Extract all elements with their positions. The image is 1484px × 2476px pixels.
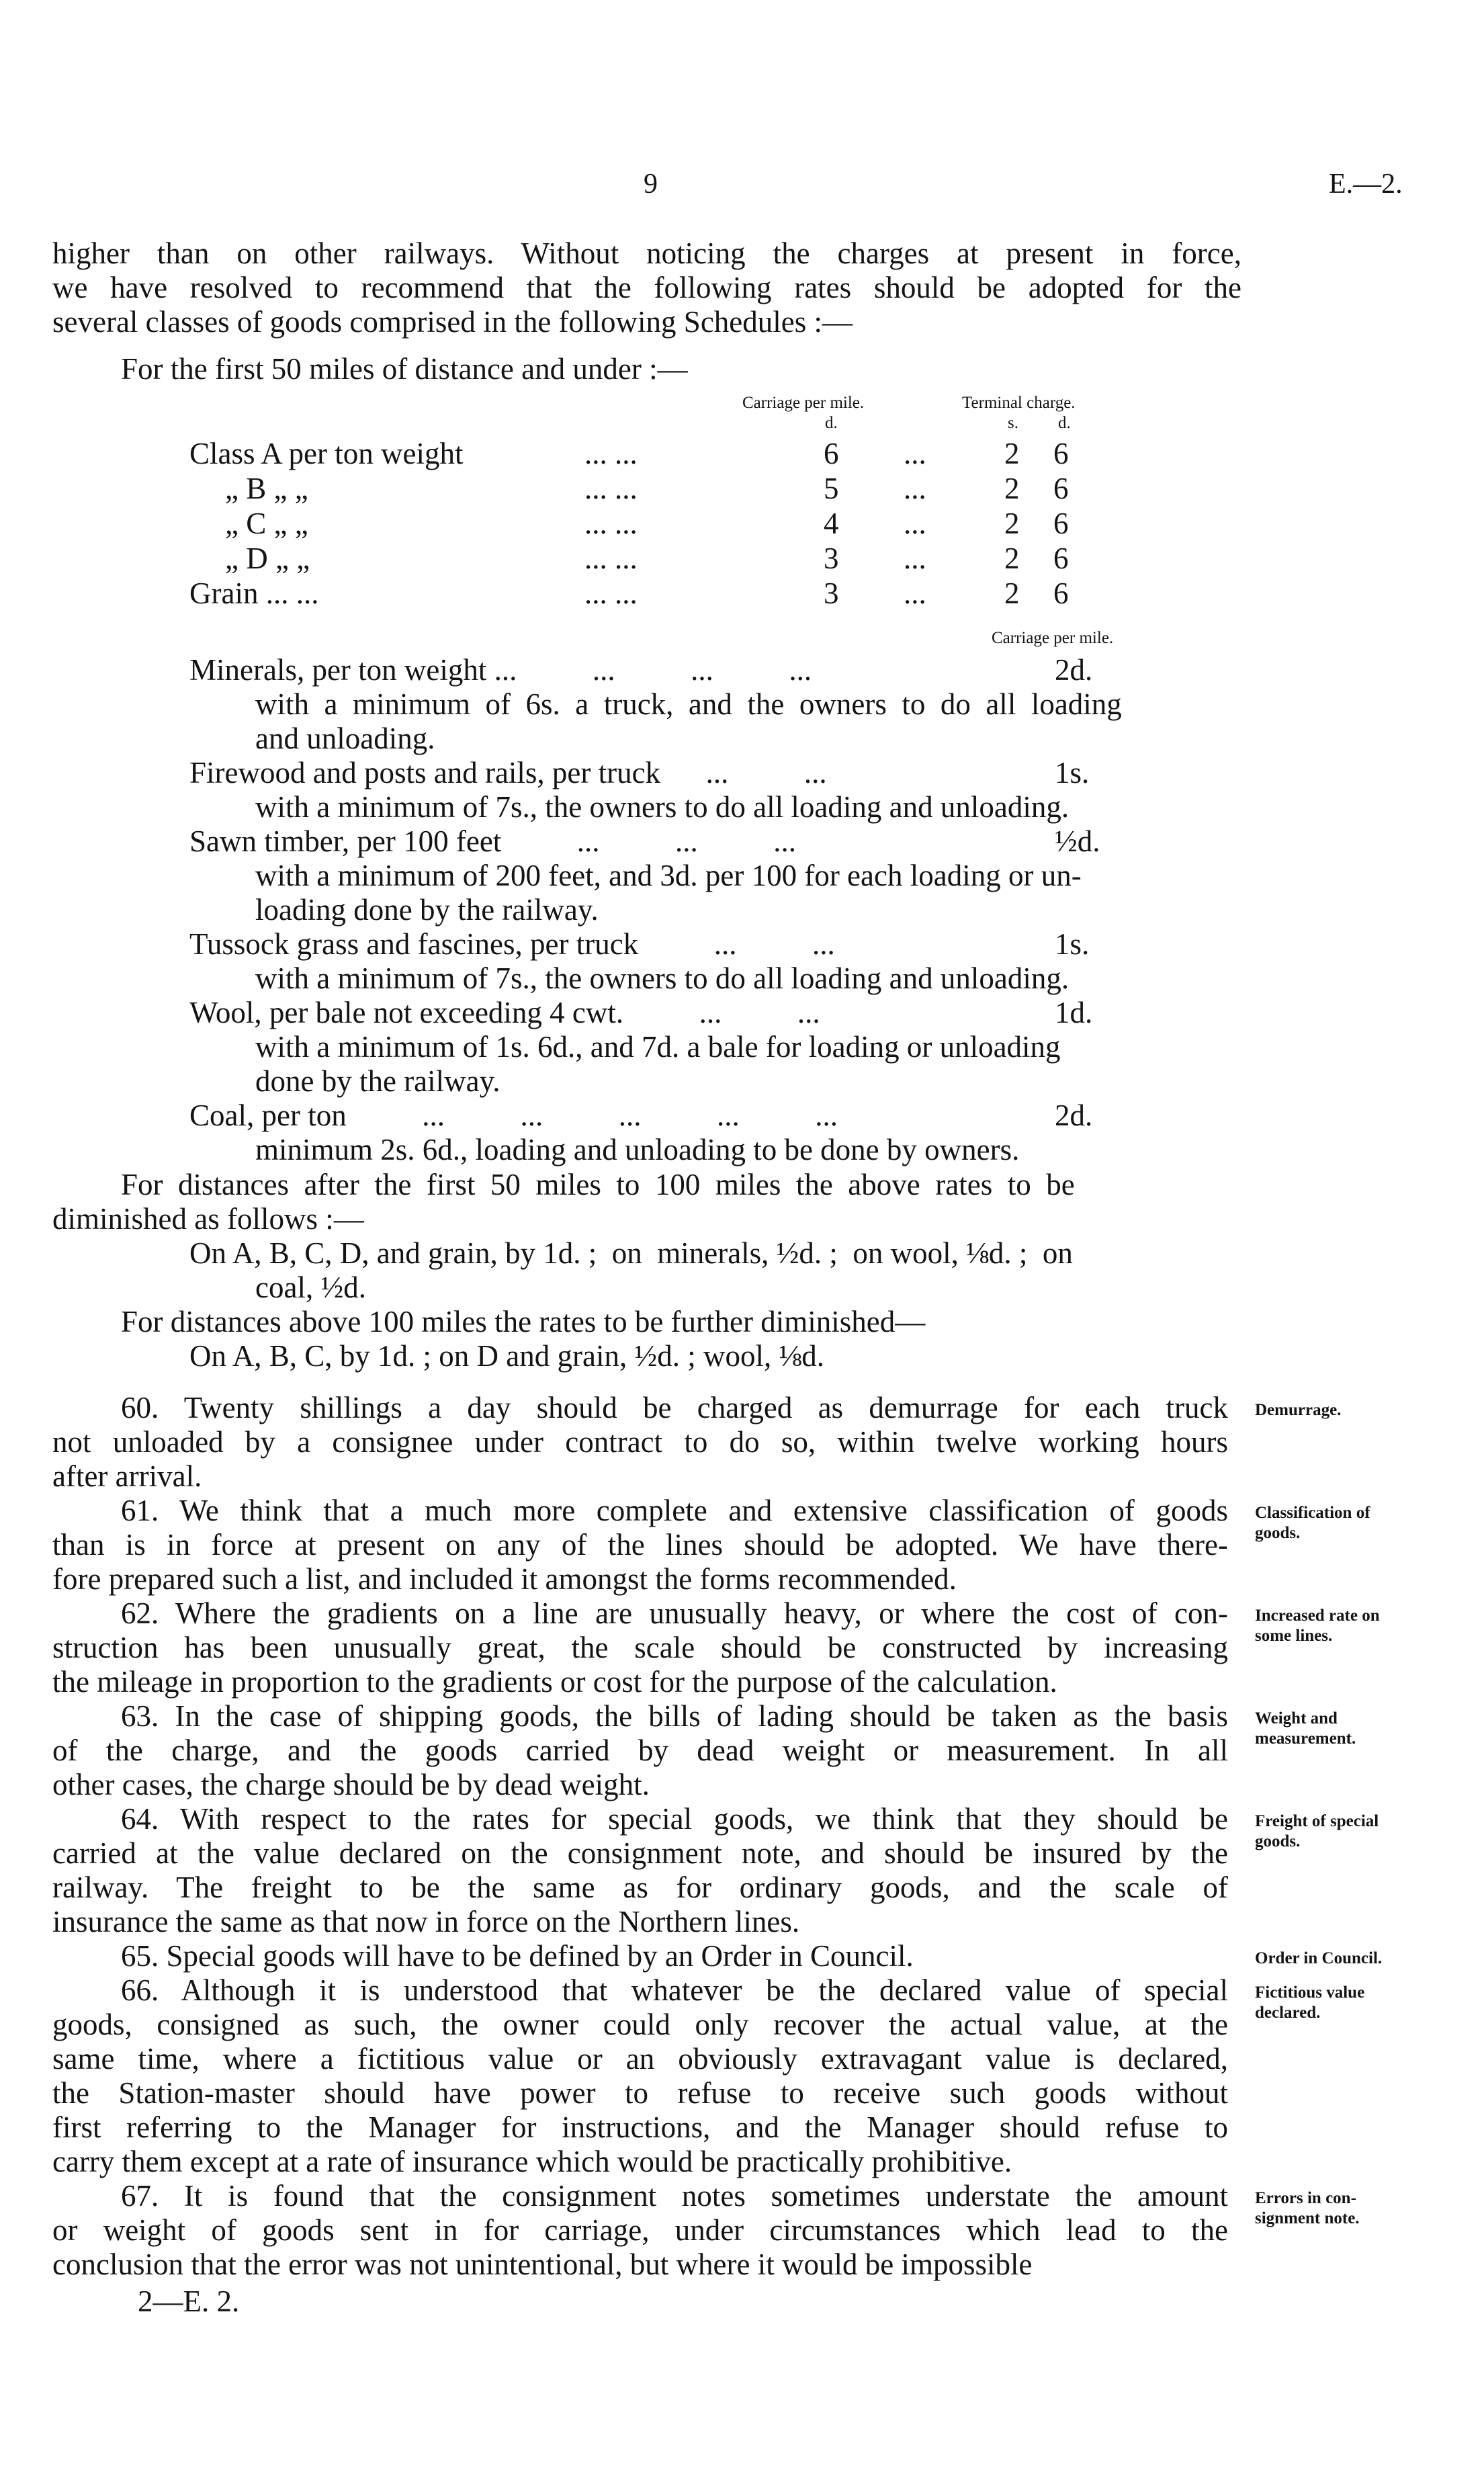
commodity-rate: 1s. [1055, 756, 1090, 789]
page-number: 9 [644, 169, 658, 200]
commodity-name: Tussock grass and fascines, per truck ... ... [189, 927, 835, 961]
paragraph-line: 67. It is found that the consignment notes sometimes understate the amount [121, 2179, 1228, 2213]
schedule-row [0, 507, 1484, 541]
commodity-rate: 1s. [1055, 927, 1090, 961]
commodity-note: with a minimum of 6s. a truck, and the owners to do all loading [255, 687, 1122, 721]
paragraph-line: first referring to the Manager for instructions, and the Manager should refuse to [52, 2110, 1228, 2144]
row-label: „ D „ „ [225, 542, 310, 575]
row-dots: ... [904, 507, 926, 540]
margin-note-freight [1255, 1811, 1483, 1852]
margin-note-errors [1255, 2188, 1483, 2229]
paragraph-line: 60. Twenty shillings a day should be charged as demurrage for each truck [121, 1391, 1228, 1424]
intro-line: several classes of goods comprised in the following Schedules :— [52, 305, 853, 339]
paragraph-62 [52, 1596, 1228, 1699]
paragraph-line: of the charge, and the goods carried by dead weight or measurement. In all [52, 1734, 1228, 1767]
schedule-lead: For the first 50 miles of distance and under :— [121, 352, 688, 386]
diminish-line: coal, ½d. [255, 1271, 366, 1304]
paragraph-line: 65. Special goods will have to be defined by an Order in Council. [121, 1939, 914, 1973]
paragraph-63 [52, 1699, 1228, 1802]
paragraph-line: 63. In the case of shipping goods, the bills of lading should be taken as the basis [121, 1699, 1228, 1733]
schedule-row [0, 472, 1484, 506]
unit-pence: d. [825, 414, 838, 432]
commodity-note: minimum 2s. 6d., loading and unloading to be done by owners. [255, 1133, 1020, 1166]
row-dots: ... [904, 542, 926, 575]
commodity-name: Sawn timber, per 100 feet ... ... ... [189, 824, 797, 858]
signature-mark: 2—E. 2. [138, 2285, 240, 2318]
margin-note-line: Weight and [1255, 1709, 1338, 1727]
intro-paragraph [52, 237, 1241, 339]
row-terminal-pence: 6 [1053, 472, 1069, 505]
commodity-rate: 2d. [1055, 653, 1093, 687]
paragraph-line: carry them except at a rate of insurance which would be practically prohibitive. [52, 2145, 1012, 2178]
row-dots: ... ... [584, 437, 638, 470]
paragraph-line: goods, consigned as such, the owner could only recover the actual value, at the [52, 2008, 1228, 2041]
paragraph-line: 64. With respect to the rates for special goods, we think that they should be [121, 1802, 1228, 1836]
row-terminal-shillings: 2 [1004, 542, 1020, 575]
margin-note-order [1255, 1949, 1483, 1969]
commodity-name: Minerals, per ton weight ... ... ... ... [189, 653, 812, 687]
paragraph-67 [52, 2179, 1228, 2282]
paragraph-line: 61. We think that a much more complete and extensive classification of goods [121, 1494, 1228, 1527]
row-dots: ... ... [584, 577, 638, 610]
row-rate-per-mile: 6 [824, 437, 839, 470]
diminish-line: For distances above 100 miles the rates to be further diminished— [121, 1305, 926, 1338]
margin-note-line: signment note. [1255, 2209, 1360, 2227]
commodity-note: done by the railway. [255, 1064, 500, 1098]
commodity-note: with a minimum of 1s. 6d., and 7d. a bale for loading or unloading [255, 1030, 1061, 1064]
diminish-line: On A, B, C, by 1d. ; on D and grain, ½d. ; wool, ⅛d. [189, 1339, 824, 1373]
row-terminal-pence: 6 [1053, 507, 1069, 540]
row-terminal-pence: 6 [1053, 577, 1069, 610]
commodity-rate: 2d. [1055, 1099, 1093, 1132]
row-dots: ... ... [584, 472, 638, 505]
row-label: „ B „ „ [225, 472, 308, 505]
row-rate-per-mile: 3 [824, 577, 839, 610]
row-rate-per-mile: 5 [824, 472, 839, 505]
paragraph-line: struction has been unusually great, the scale should be constructed by increasing [52, 1631, 1228, 1664]
paragraph-line: other cases, the charge should be by dead weight. [52, 1768, 650, 1801]
row-dots: ... [904, 472, 926, 505]
paragraph-line: 66. Although it is understood that whatever be the declared value of special [121, 1973, 1228, 2007]
commodity-rate: 1d. [1055, 996, 1093, 1029]
paragraph-line: same time, where a fictitious value or an obviously extravagant value is declared, [52, 2042, 1228, 2076]
commodity-note: with a minimum of 7s., the owners to do all loading and unloading. [255, 790, 1070, 824]
row-dots: ... [904, 437, 926, 470]
paragraph-line: 62. Where the gradients on a line are unusually heavy, or where the cost of con- [121, 1596, 1228, 1630]
row-terminal-pence: 6 [1053, 437, 1069, 470]
row-terminal-shillings: 2 [1004, 437, 1020, 470]
row-label: „ C „ „ [225, 507, 308, 540]
paragraph-line: insurance the same as that now in force on the Northern lines. [52, 1905, 800, 1938]
commodity-list [0, 653, 1243, 1177]
margin-note-line: Fictitious value [1255, 1983, 1365, 2002]
margin-note-weight [1255, 1709, 1483, 1749]
row-label: Grain ... ... [189, 577, 319, 610]
row-dots: ... ... [584, 507, 638, 540]
schedule-row [0, 577, 1484, 611]
paragraph-line: the mileage in proportion to the gradients or cost for the purpose of the calculation. [52, 1665, 1057, 1699]
paragraph-line: than is in force at present on any of the lines should be adopted. We have there- [52, 1528, 1228, 1562]
commodity-note: and unloading. [255, 722, 435, 755]
commodity-note: with a minimum of 7s., the owners to do all loading and unloading. [255, 962, 1070, 995]
column-header-carriage: Carriage per mile. [742, 394, 865, 412]
schedule-row [0, 437, 1484, 471]
row-rate-per-mile: 3 [824, 542, 839, 575]
margin-note-line: Errors in con- [1255, 2189, 1356, 2207]
margin-note-line: Freight of special [1255, 1812, 1379, 1830]
intro-line: higher than on other railways. Without noticing the charges at present in force, [52, 237, 1241, 270]
diminish-line: On A, B, C, D, and grain, by 1d. ; on minerals, ½d. ; on wool, ⅛d. ; on [189, 1236, 1073, 1270]
paragraph-line: conclusion that the error was not unintentional, but where it would be impossible [52, 2248, 1033, 2281]
paragraph-61 [52, 1494, 1228, 1596]
paragraph-line: after arrival. [52, 1459, 202, 1493]
margin-note-line: Classification of [1255, 1504, 1370, 1522]
document-reference: E.—2. [1329, 169, 1403, 200]
commodity-name: Firewood and posts and rails, per truck ... ... [189, 756, 827, 789]
margin-note-line: some lines. [1255, 1627, 1333, 1645]
margin-note-line: measurement. [1255, 1730, 1356, 1748]
row-dots: ... [904, 577, 926, 610]
paragraph-line: carried at the value declared on the consignment note, and should be insured by the [52, 1836, 1228, 1870]
unit-shillings: s. [1008, 414, 1018, 432]
commodity-note: with a minimum of 200 feet, and 3d. per 100 for each loading or un- [255, 859, 1082, 892]
schedule-row [0, 542, 1484, 576]
paragraph-line: railway. The freight to be the same as for ordinary goods, and the scale of [52, 1871, 1228, 1904]
row-label: Class A per ton weight [189, 437, 464, 470]
margin-note-line: Demurrage. [1255, 1401, 1342, 1419]
row-terminal-shillings: 2 [1004, 472, 1020, 505]
margin-note-line: goods. [1255, 1524, 1301, 1542]
margin-note-line: goods. [1255, 1832, 1301, 1850]
margin-note-fictitious [1255, 1983, 1483, 2023]
column-header-terminal: Terminal charge. [962, 394, 1076, 412]
paragraph-line: or weight of goods sent in for carriage, under circumstances which lead to the [52, 2213, 1228, 2247]
paragraph-line: not unloaded by a consignee under contract to do so, within twelve working hours [52, 1425, 1228, 1459]
row-dots: ... ... [584, 542, 638, 575]
column-header-carriage-second: Carriage per mile. [992, 629, 1114, 647]
commodity-name: Wool, per bale not exceeding 4 cwt. ... ... [189, 996, 820, 1029]
row-rate-per-mile: 4 [824, 507, 839, 540]
commodity-item [189, 653, 812, 687]
margin-note-increased-rate [1255, 1606, 1483, 1646]
row-terminal-pence: 6 [1053, 542, 1069, 575]
margin-note-classification [1255, 1503, 1483, 1543]
commodity-rate: ½d. [1055, 824, 1100, 858]
commodity-note: loading done by the railway. [255, 893, 599, 927]
unit-pence-terminal: d. [1058, 414, 1071, 432]
row-terminal-shillings: 2 [1004, 577, 1020, 610]
paragraph-66 [52, 1973, 1228, 2179]
schedule-table [0, 437, 1484, 618]
margin-note-line: Increased rate on [1255, 1607, 1380, 1625]
intro-line: we have resolved to recommend that the following rates should be adopted for the [52, 271, 1241, 304]
diminish-line: For distances after the first 50 miles to 100 miles the above rates to be [121, 1168, 1075, 1201]
paragraph-line: the Station-master should have power to refuse to receive such goods without [52, 2076, 1228, 2110]
row-terminal-shillings: 2 [1004, 507, 1020, 540]
margin-note-line: declared. [1255, 2004, 1321, 2022]
paragraph-line: fore prepared such a list, and included it amongst the forms recommended. [52, 1562, 957, 1596]
margin-note-line: Order in Council. [1255, 1949, 1383, 1967]
paragraph-64 [52, 1802, 1228, 1939]
paragraph-60 [52, 1391, 1228, 1494]
paragraph-65 [52, 1939, 1228, 1973]
commodity-name: Coal, per ton ... ... ... ... ... [189, 1099, 838, 1132]
diminish-line: diminished as follows :— [52, 1202, 364, 1236]
margin-note-demurrage [1255, 1400, 1483, 1420]
